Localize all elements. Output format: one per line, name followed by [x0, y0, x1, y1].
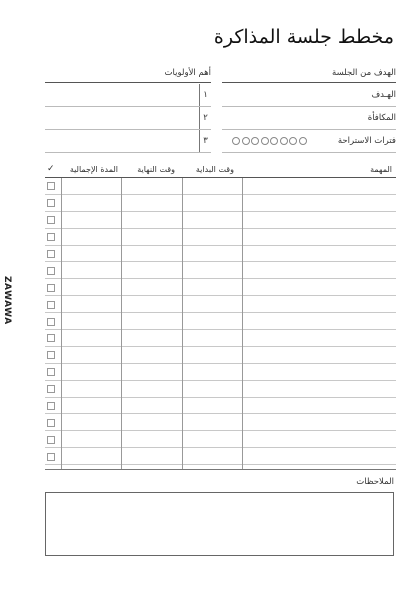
table-row[interactable]: [45, 364, 396, 381]
notes-field[interactable]: [45, 492, 394, 556]
table-row[interactable]: [45, 262, 396, 279]
task-checkbox[interactable]: [47, 301, 55, 309]
goal-section-heading: الهدف من الجلسة: [222, 66, 396, 83]
table-row[interactable]: [45, 398, 396, 415]
priority-row-1[interactable]: [45, 84, 211, 107]
break-circle[interactable]: [232, 137, 240, 145]
task-checkbox[interactable]: [47, 284, 55, 292]
task-checkbox[interactable]: [47, 250, 55, 258]
task-checkbox[interactable]: [47, 419, 55, 427]
break-circle[interactable]: [270, 137, 278, 145]
notes-label: الملاحظات: [356, 477, 394, 487]
task-checkbox[interactable]: [47, 216, 55, 224]
start-time-column-header: وقت البداية: [195, 165, 234, 174]
task-checkbox[interactable]: [47, 351, 55, 359]
column-divider: [182, 178, 183, 469]
table-row[interactable]: [45, 448, 396, 465]
task-checkbox[interactable]: [47, 436, 55, 444]
priority-row-3[interactable]: [45, 130, 211, 153]
table-row[interactable]: [45, 212, 396, 229]
page-title: مخطط جلسة المذاكرة: [213, 26, 394, 48]
priority-number: ٣: [199, 130, 211, 152]
goal-label: الهـدف: [371, 90, 396, 100]
table-row[interactable]: [45, 431, 396, 448]
column-divider: [242, 178, 243, 469]
task-checkbox[interactable]: [47, 182, 55, 190]
task-checkbox[interactable]: [47, 334, 55, 342]
table-row[interactable]: [45, 347, 396, 364]
break-circle[interactable]: [299, 137, 307, 145]
break-circle[interactable]: [251, 137, 259, 145]
break-circle[interactable]: [261, 137, 269, 145]
table-bottom-border: [45, 469, 396, 470]
breaks-label: فترات الاستراحة: [337, 136, 396, 146]
priority-number: ٢: [199, 107, 211, 129]
end-time-column-header: وقت النهاية: [137, 165, 175, 174]
table-row[interactable]: [45, 246, 396, 263]
task-checkbox[interactable]: [47, 318, 55, 326]
priority-row-2[interactable]: [45, 107, 211, 130]
task-table: [45, 178, 396, 465]
task-checkbox[interactable]: [47, 385, 55, 393]
table-row[interactable]: [45, 330, 396, 347]
table-row[interactable]: [45, 195, 396, 212]
task-checkbox[interactable]: [47, 453, 55, 461]
breaks-field: [222, 130, 396, 153]
task-checkbox[interactable]: [47, 233, 55, 241]
total-duration-column-header: المدة الإجمالية: [69, 165, 118, 174]
task-checkbox[interactable]: [47, 267, 55, 275]
column-divider: [61, 178, 62, 469]
check-column-header: ✓: [47, 164, 55, 174]
table-row[interactable]: [45, 414, 396, 431]
break-circle[interactable]: [289, 137, 297, 145]
column-divider: [121, 178, 122, 469]
priorities-section-heading: أهم الأولويات: [45, 66, 211, 83]
task-checkbox[interactable]: [47, 402, 55, 410]
reward-field[interactable]: [222, 107, 396, 130]
task-column-header: المهمة: [370, 165, 392, 174]
table-row[interactable]: [45, 229, 396, 246]
reward-label: المكافأة: [367, 113, 396, 123]
task-checkbox[interactable]: [47, 368, 55, 376]
table-row[interactable]: [45, 313, 396, 330]
priority-number: ١: [199, 84, 211, 106]
table-row[interactable]: [45, 279, 396, 296]
goal-field[interactable]: [222, 84, 396, 107]
break-circle[interactable]: [280, 137, 288, 145]
task-checkbox[interactable]: [47, 199, 55, 207]
break-circle[interactable]: [242, 137, 250, 145]
brand-logo: ZAWAWA: [2, 276, 12, 325]
table-row[interactable]: [45, 296, 396, 313]
break-tracker: [232, 137, 308, 145]
table-row[interactable]: [45, 178, 396, 195]
table-row[interactable]: [45, 381, 396, 398]
